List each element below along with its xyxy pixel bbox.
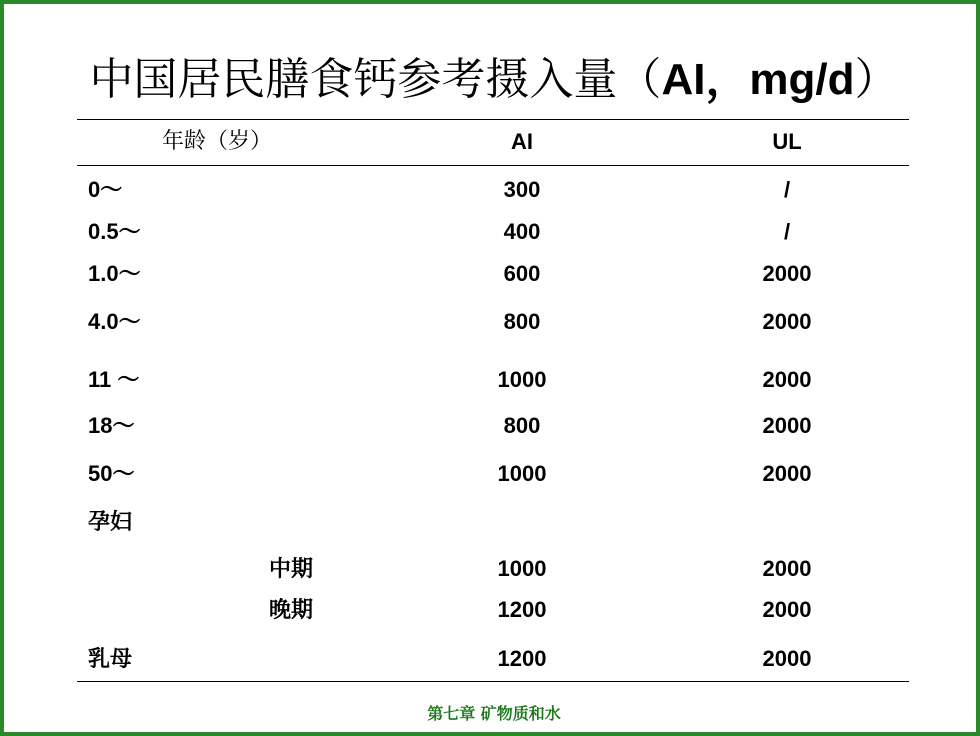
row-ul-value: 2000 — [762, 413, 812, 438]
row-ul-value: 2000 — [762, 597, 812, 622]
table-bottom-rule — [77, 681, 909, 682]
row-ai-value: 600 — [503, 261, 541, 286]
page-title — [4, 52, 980, 108]
row-ai-value: 1000 — [497, 461, 547, 486]
row-ul-value: / — [783, 177, 791, 202]
row-ai-value: 1000 — [497, 367, 547, 392]
row-age: 4.0～ — [88, 309, 141, 334]
row-ul-value: 2000 — [762, 309, 812, 334]
row-age: 50～ — [88, 461, 135, 486]
row-ai-value: 400 — [503, 219, 541, 244]
row-age: 11 ～ — [88, 367, 140, 392]
row-ul-value: 2000 — [762, 646, 812, 671]
row-subcategory: 中期 — [269, 556, 314, 581]
row-ul-value: 2000 — [762, 261, 812, 286]
row-ai-value: 300 — [503, 177, 541, 202]
title-close-paren: ） — [854, 54, 899, 105]
row-age: 乳母 — [88, 646, 133, 671]
footer-chapter: 第七章 矿物质和水 — [427, 704, 561, 723]
row-ul-value: 2000 — [762, 461, 812, 486]
title-unit: AI，mg/d — [661, 55, 855, 104]
row-ai-value: 1200 — [497, 597, 547, 622]
table-top-rule — [77, 119, 909, 120]
row-age: 1.0～ — [88, 261, 141, 286]
row-ai-value: 800 — [503, 413, 541, 438]
header-age: 年龄（岁） — [162, 129, 273, 154]
header-ul: UL — [772, 129, 802, 154]
header-ai: AI — [511, 129, 533, 154]
row-ai-value: 800 — [503, 309, 541, 334]
title-chinese: 中国居民膳食钙参考摄入量（ — [89, 54, 662, 105]
row-ai-value: 1200 — [497, 646, 547, 671]
row-ul-value: / — [783, 219, 791, 244]
row-age: 0.5～ — [88, 219, 141, 244]
row-subcategory: 晚期 — [269, 597, 314, 622]
row-ul-value: 2000 — [762, 556, 812, 581]
row-ai-value: 1000 — [497, 556, 547, 581]
row-age: 0～ — [88, 177, 123, 202]
row-age: 孕妇 — [88, 509, 133, 534]
row-ul-value: 2000 — [762, 367, 812, 392]
row-age: 18～ — [88, 413, 135, 438]
header-bottom-rule — [77, 165, 909, 166]
